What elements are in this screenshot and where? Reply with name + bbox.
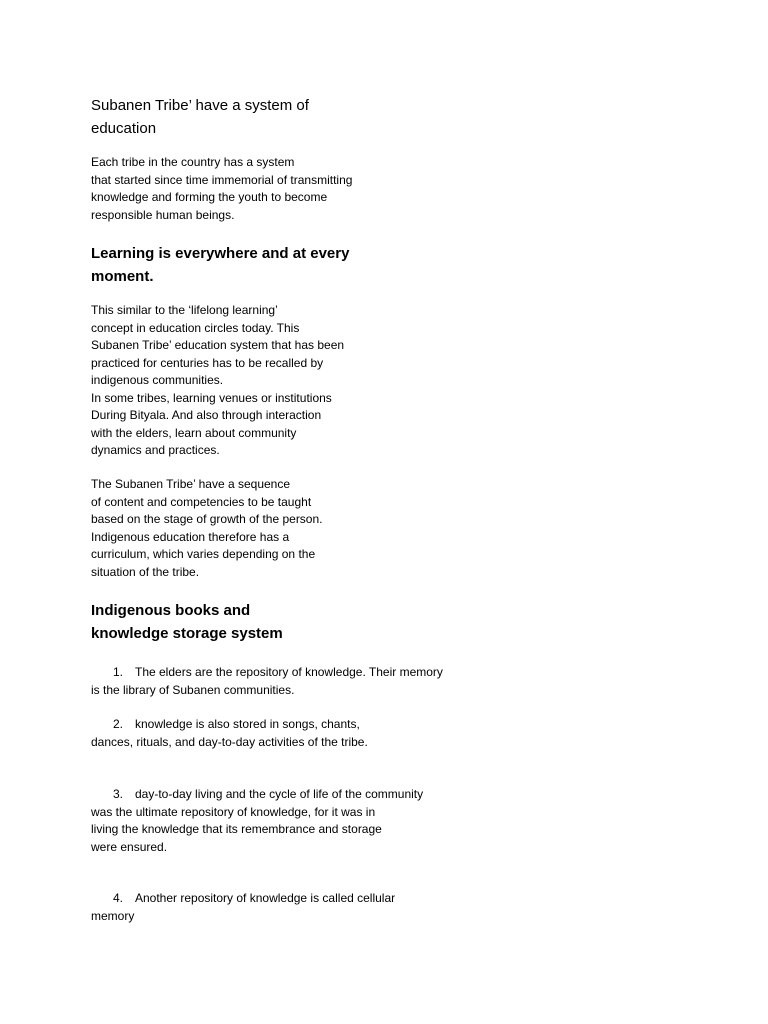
text-line: The Subanen Tribe’ have a sequence	[91, 477, 291, 491]
list-item-text: Another repository of knowledge is called cellular	[135, 891, 396, 905]
list-number: 1.	[113, 665, 124, 679]
list-item-4	[91, 890, 395, 925]
heading-line: education	[91, 120, 157, 137]
list-item-text: dances, rituals, and day-to-day activities of the tribe.	[91, 734, 368, 749]
list-number: 2.	[113, 717, 124, 731]
list-item-2	[91, 716, 368, 751]
text-line: Subanen Tribe’ education system that has been	[91, 338, 345, 352]
text-line: dynamics and practices.	[91, 443, 220, 457]
text-line: In some tribes, learning venues or institutions	[91, 390, 332, 405]
paragraph-sequence-curriculum	[91, 476, 323, 581]
text-line: based on the stage of growth of the person.	[91, 512, 323, 526]
paragraph-tribe-system	[91, 154, 352, 224]
text-line: of content and competencies to be taught	[91, 494, 312, 509]
list-item-text: were ensured.	[91, 839, 168, 854]
heading-line: Indigenous books and	[91, 602, 251, 619]
text-line: that started since time immemorial of transmitting	[91, 172, 353, 187]
text-line: Indigenous education therefore has a	[91, 529, 290, 544]
list-item-text: was the ultimate repository of knowledge, for it was in	[91, 804, 376, 819]
list-number: 3.	[113, 787, 124, 801]
text-line: This similar to the ‘lifelong learning’	[91, 303, 278, 317]
text-line: concept in education circles today. This	[91, 320, 300, 335]
text-line: Each tribe in the country has a system	[91, 155, 295, 169]
text-line: During Bityala. And also through interaction	[91, 408, 322, 422]
text-line: indigenous communities.	[91, 373, 224, 387]
list-item-text: day-to-day living and the cycle of life of the community	[135, 787, 424, 801]
list-item-text: knowledge is also stored in songs, chants,	[135, 717, 360, 731]
text-line: with the elders, learn about community	[91, 425, 297, 440]
text-line: knowledge and forming the youth to become	[91, 190, 328, 204]
heading-line: Learning is everywhere and at every	[91, 245, 350, 262]
list-item-text: memory	[91, 908, 135, 923]
heading-line: knowledge storage system	[91, 625, 283, 642]
list-item-text: is the library of Subanen communities.	[91, 682, 295, 697]
list-item-3	[91, 786, 423, 856]
text-line: situation of the tribe.	[91, 564, 200, 579]
text-line: responsible human beings.	[91, 207, 235, 222]
list-item-text: The elders are the repository of knowledge. Their memory	[135, 665, 443, 679]
section-heading-indigenous-books	[91, 599, 283, 645]
heading-line: moment.	[91, 268, 154, 285]
list-item-text: living the knowledge that its remembrance and storage	[91, 822, 382, 836]
text-line: curriculum, which varies depending on the	[91, 547, 316, 561]
paragraph-lifelong-learning	[91, 302, 344, 460]
heading-line: Subanen Tribe’ have a system of	[91, 97, 309, 114]
list-number: 4.	[113, 891, 124, 905]
list-item-1	[91, 664, 443, 699]
section-heading-education-system	[91, 94, 309, 140]
text-line: practiced for centuries has to be recalled by	[91, 355, 324, 370]
section-heading-learning-everywhere	[91, 242, 349, 288]
